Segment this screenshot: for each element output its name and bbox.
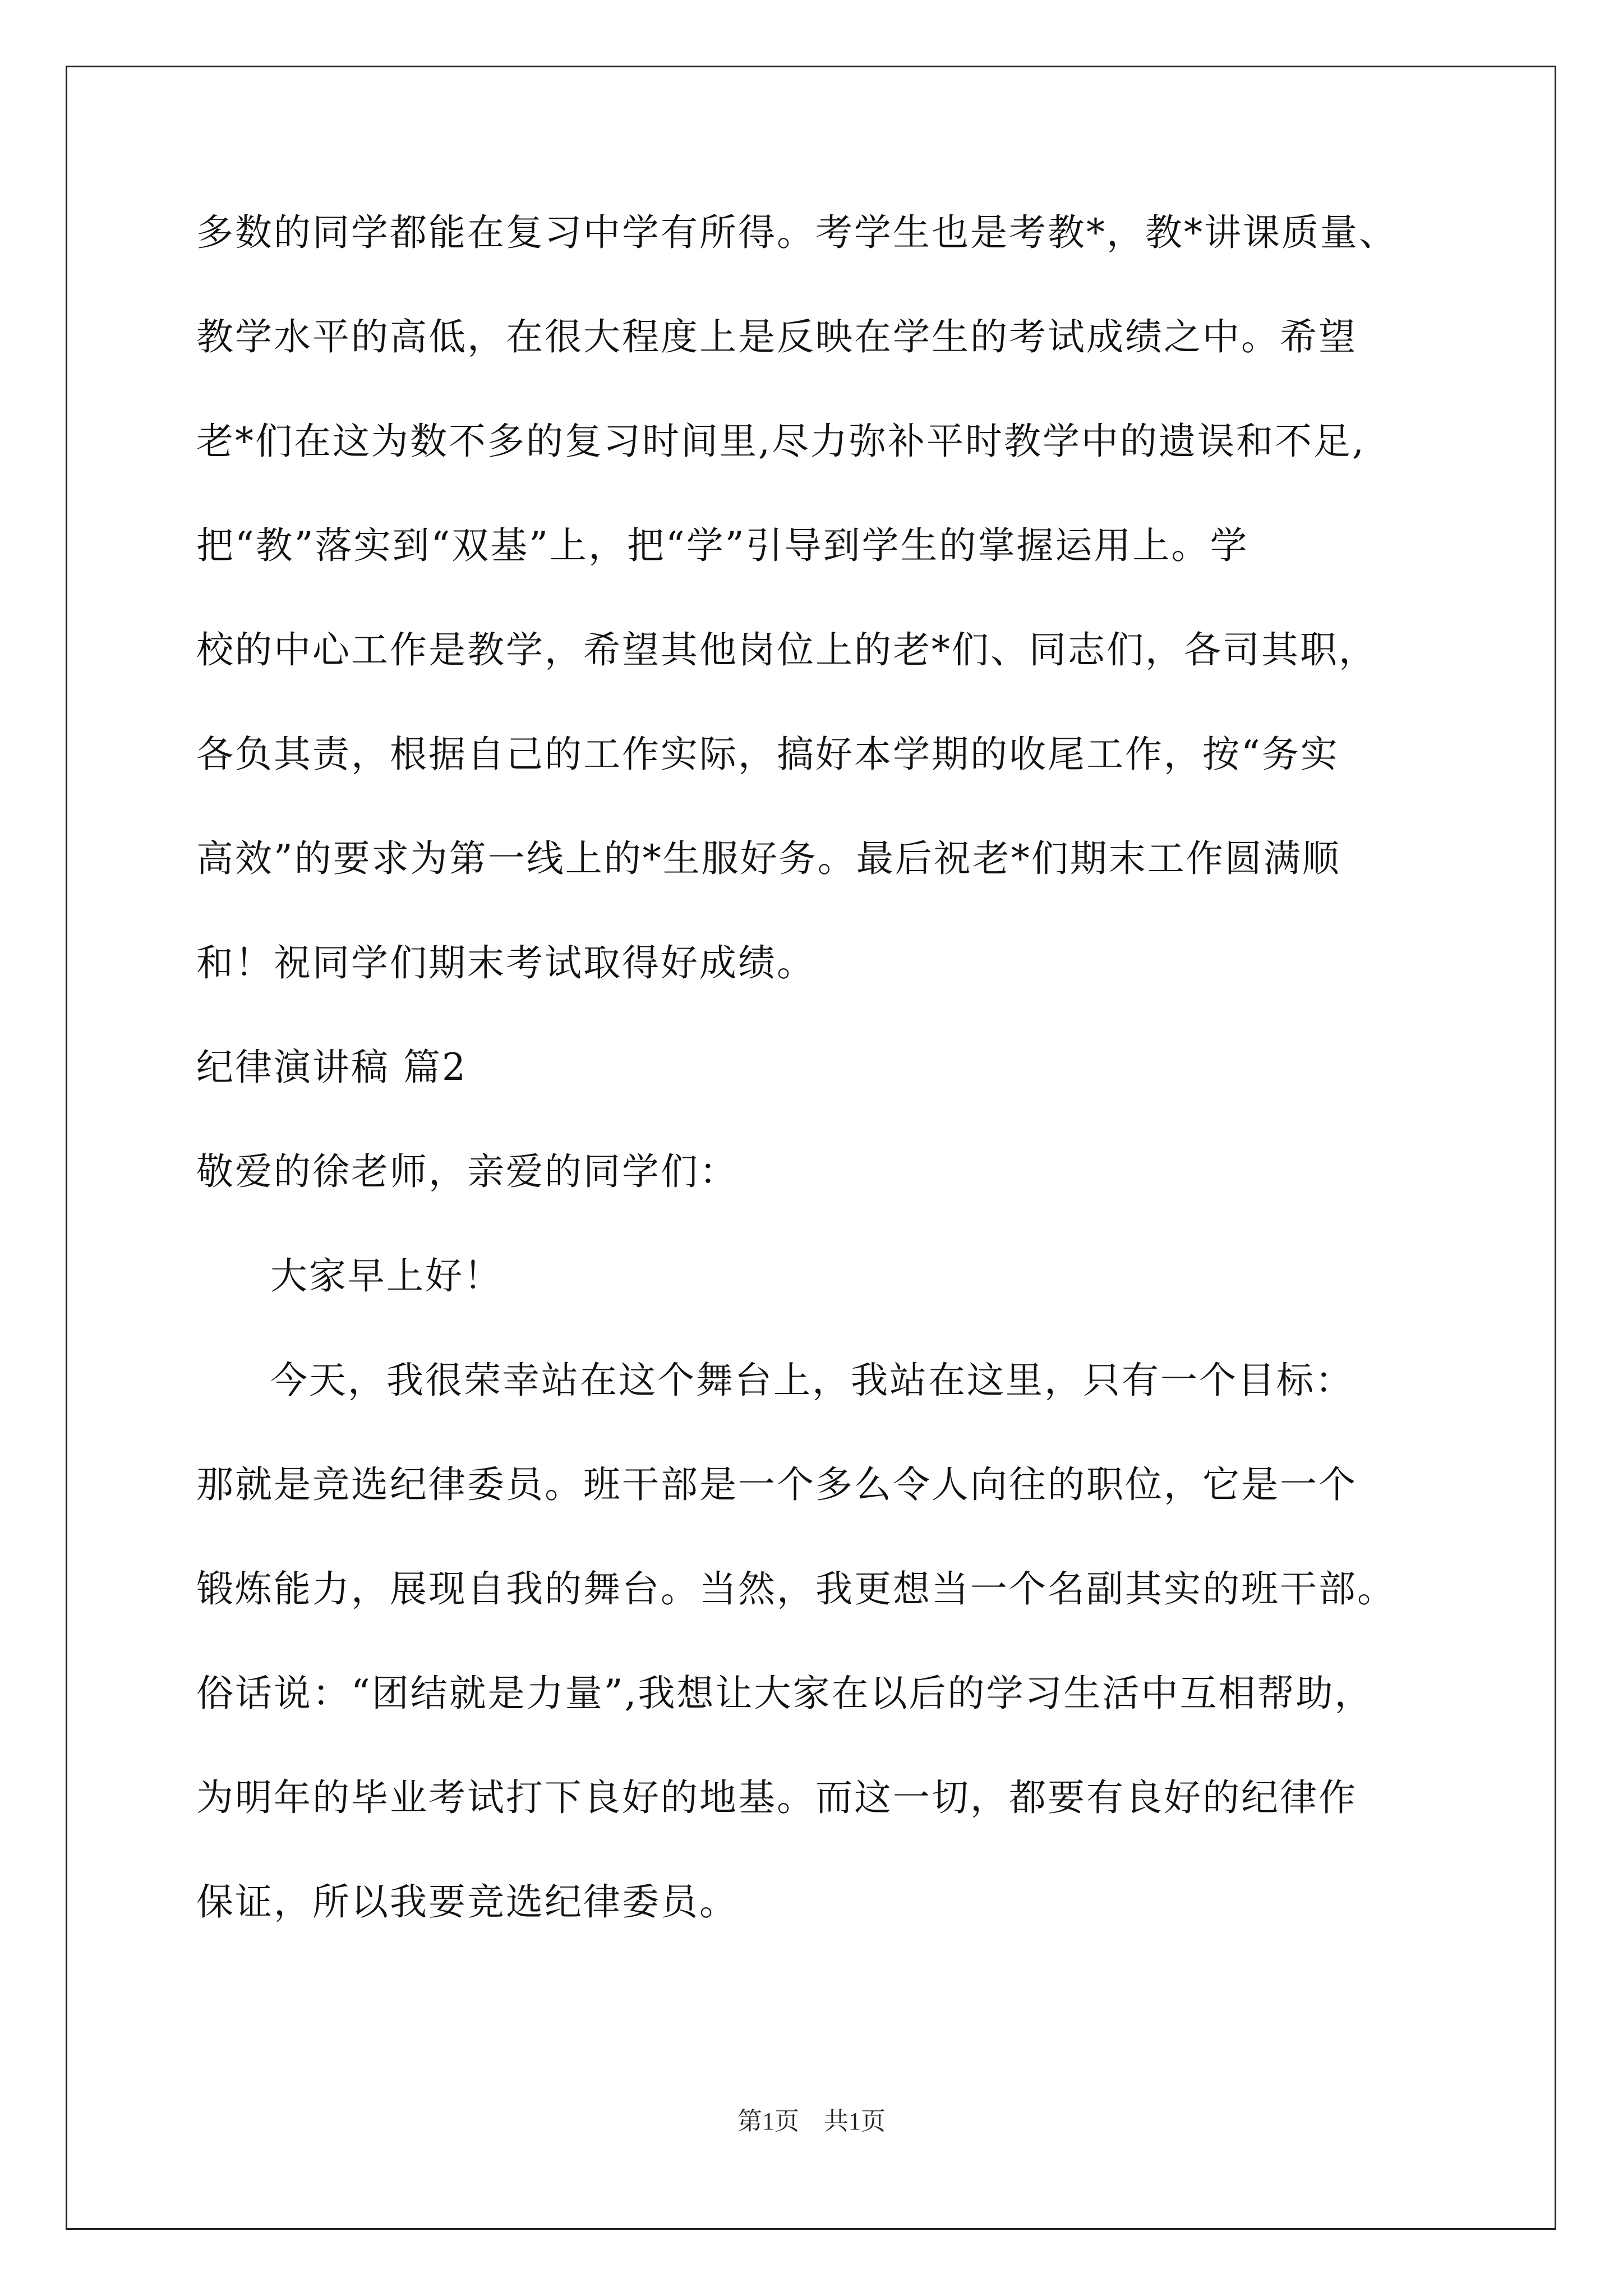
section-heading: 纪律演讲稿 篇2	[196, 1046, 467, 1089]
paragraph-line: 高效”的要求为第一线上的*生服好务。最后祝老*们期末工作圆满顺	[196, 837, 1341, 880]
page-footer: 第1页 共1页	[737, 2108, 886, 2135]
paragraph-line: 各负其责，根据自己的工作实际，搞好本学期的收尾工作，按“务实	[196, 733, 1339, 776]
paragraph-line: 和！祝同学们期末考试取得好成绩。	[196, 941, 815, 984]
salutation: 敬爱的徐老师，亲爱的同学们：	[196, 1150, 738, 1193]
paragraph-line: 那就是竞选纪律委员。班干部是一个多么令人向往的职位，它是一个	[196, 1463, 1357, 1506]
paragraph-line: 多数的同学都能在复习中学有所得。考学生也是考教*，教*讲课质量、	[196, 211, 1398, 254]
paragraph-line: 为明年的毕业考试打下良好的地基。而这一切，都要有良好的纪律作	[196, 1776, 1357, 1819]
paragraph-line: 老*们在这为数不多的复习时间里,尽力弥补平时教学中的遗误和不足,	[196, 420, 1366, 463]
paragraph-line: 锻炼能力，展现自我的舞台。当然，我更想当一个名副其实的班干部。	[196, 1567, 1396, 1611]
paragraph-line: 校的中心工作是教学，希望其他岗位上的老*们、同志们，各司其职，	[196, 628, 1377, 671]
paragraph-line: 保证，所以我要竞选纪律委员。	[196, 1880, 738, 1924]
paragraph-line: 俗话说：“团结就是力量”,我想让大家在以后的学习生活中互相帮助，	[196, 1672, 1373, 1715]
paragraph-line: 教学水平的高低，在很大程度上是反映在学生的考试成绩之中。希望	[196, 315, 1357, 358]
paragraph-line: 把“教”落实到“双基”上，把“学”引导到学生的掌握运用上。学	[196, 524, 1249, 567]
greeting: 大家早上好！	[270, 1254, 502, 1297]
paragraph-line: 今天，我很荣幸站在这个舞台上，我站在这里，只有一个目标：	[270, 1359, 1354, 1402]
